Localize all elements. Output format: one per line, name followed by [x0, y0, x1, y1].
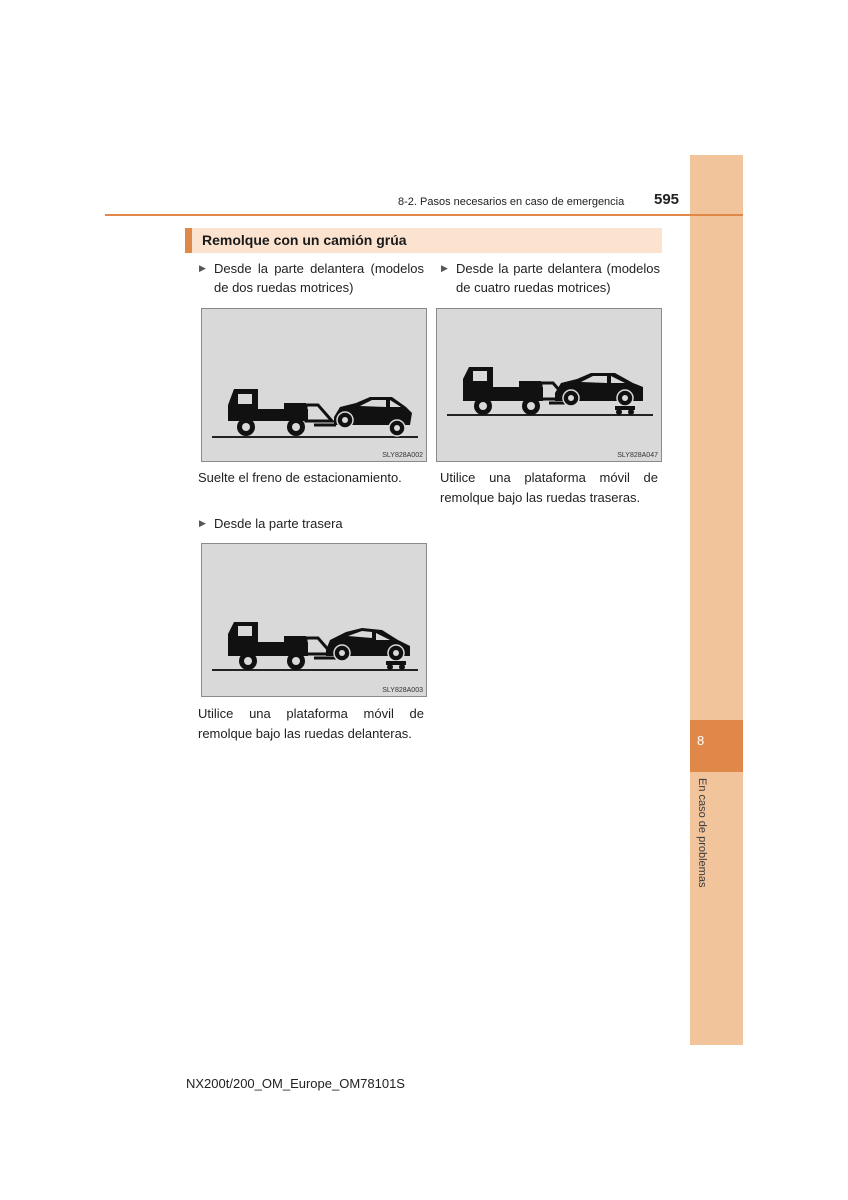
bullet-triangle-icon: ▶ [199, 518, 206, 528]
figure-2wd-front-tow [201, 308, 427, 462]
figure-4wd-front-tow [436, 308, 662, 462]
section-heading: Remolque con un camión grúa [202, 232, 407, 248]
figure-code: SLY828A003 [382, 687, 423, 694]
tow-truck-4wd-illustration [437, 309, 663, 463]
item-title-2wd: ▶ Desde la parte delantera (modelos de dos ruedas motrices) [199, 261, 424, 295]
header-section-title: 8-2. Pasos necesarios en caso de emergencia [398, 196, 625, 208]
chapter-title: En caso de problemas [696, 778, 708, 888]
footer-document-code: NX200t/200_OM_Europe_OM78101S [186, 1076, 405, 1091]
header-rule [105, 214, 743, 216]
caption-2wd: Suelte el freno de estacionamiento. [198, 470, 402, 485]
tow-truck-rear-illustration [202, 544, 428, 698]
caption-4wd: Utilice una plataforma móvil de remolque bajo las ruedas traseras. [440, 470, 658, 505]
item-title-rear: ▶ Desde la parte trasera [199, 516, 343, 531]
caption-rear: Utilice una plataforma móvil de remolque bajo las ruedas delanteras. [198, 706, 424, 741]
figure-rear-tow [201, 543, 427, 697]
figure-code: SLY828A047 [617, 452, 658, 459]
page-number: 595 [654, 191, 680, 208]
item-title-4wd: ▶ Desde la parte delantera (modelos de cuatro ruedas motrices) [441, 261, 660, 295]
chapter-number: 8 [697, 733, 705, 748]
tow-truck-2wd-illustration [202, 309, 428, 463]
section-heading-bar [185, 228, 662, 253]
chapter-side-tab [690, 155, 743, 1045]
bullet-triangle-icon: ▶ [441, 263, 448, 273]
figure-code: SLY828A002 [382, 452, 423, 459]
bullet-triangle-icon: ▶ [199, 263, 206, 273]
